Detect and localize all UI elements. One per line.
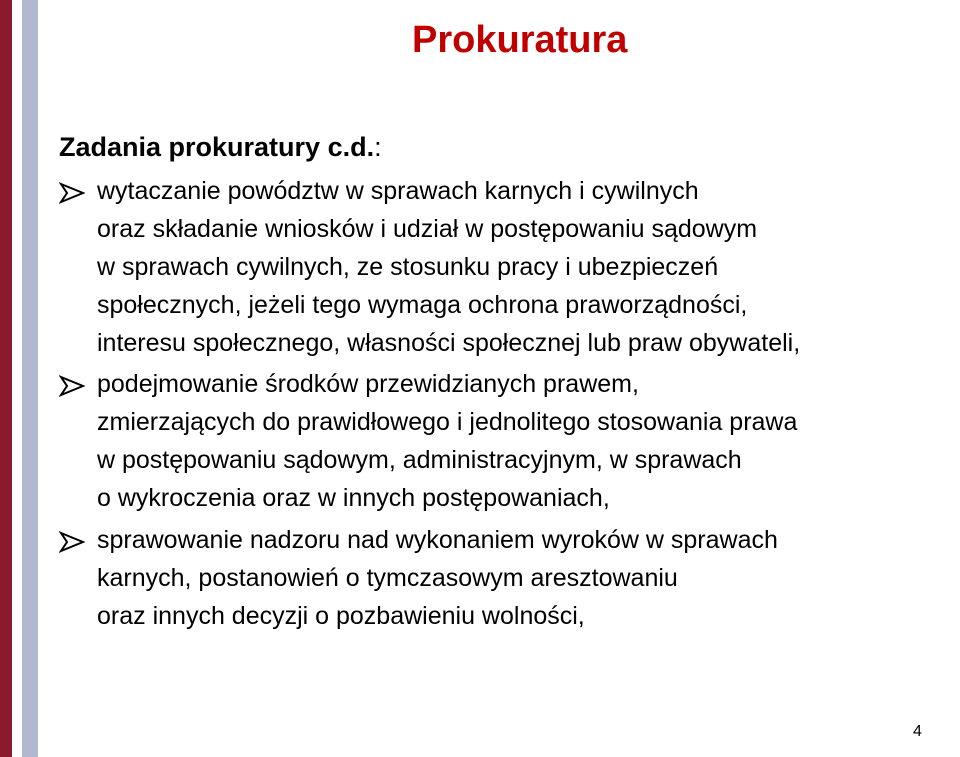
list-item-line: karnych, postanowień o tymczasowym aresztowaniu bbox=[97, 564, 678, 592]
list-item-line: podejmowanie środków przewidzianych prawem, bbox=[97, 370, 639, 398]
slide-title: Prokuratura bbox=[412, 19, 628, 61]
list-item-line: interesu społecznego, własności społecznej lub praw obywateli, bbox=[97, 329, 801, 357]
list-item-line: o wykroczenia oraz w innych postępowaniach, bbox=[97, 484, 610, 512]
slide-subtitle-colon: : bbox=[374, 132, 382, 162]
arrowhead-bullet-icon bbox=[59, 375, 85, 397]
list-item-line: zmierzających do prawidłowego i jednolitego stosowania prawa bbox=[97, 408, 798, 436]
list-item-line: wytaczanie powództw w sprawach karnych i cywilnych bbox=[97, 177, 699, 205]
slide-subtitle-text: Zadania prokuratury c.d. bbox=[59, 132, 375, 162]
list-item-line: oraz innych decyzji o pozbawieniu wolności, bbox=[97, 602, 585, 630]
list-item-line: sprawowanie nadzoru nad wykonaniem wyroków w sprawach bbox=[97, 526, 778, 554]
arrowhead-bullet-icon bbox=[59, 531, 85, 553]
arrowhead-bullet-icon bbox=[59, 182, 85, 204]
page-number: 4 bbox=[913, 723, 922, 740]
list-item-line: społecznych, jeżeli tego wymaga ochrona praworządności, bbox=[97, 291, 748, 319]
list-item-line: oraz składanie wniosków i udział w postępowaniu sądowym bbox=[97, 215, 758, 243]
list-item-line: w postępowaniu sądowym, administracyjnym, w sprawach bbox=[97, 446, 742, 474]
list-item-line: w sprawach cywilnych, ze stosunku pracy i ubezpieczeń bbox=[97, 253, 719, 281]
